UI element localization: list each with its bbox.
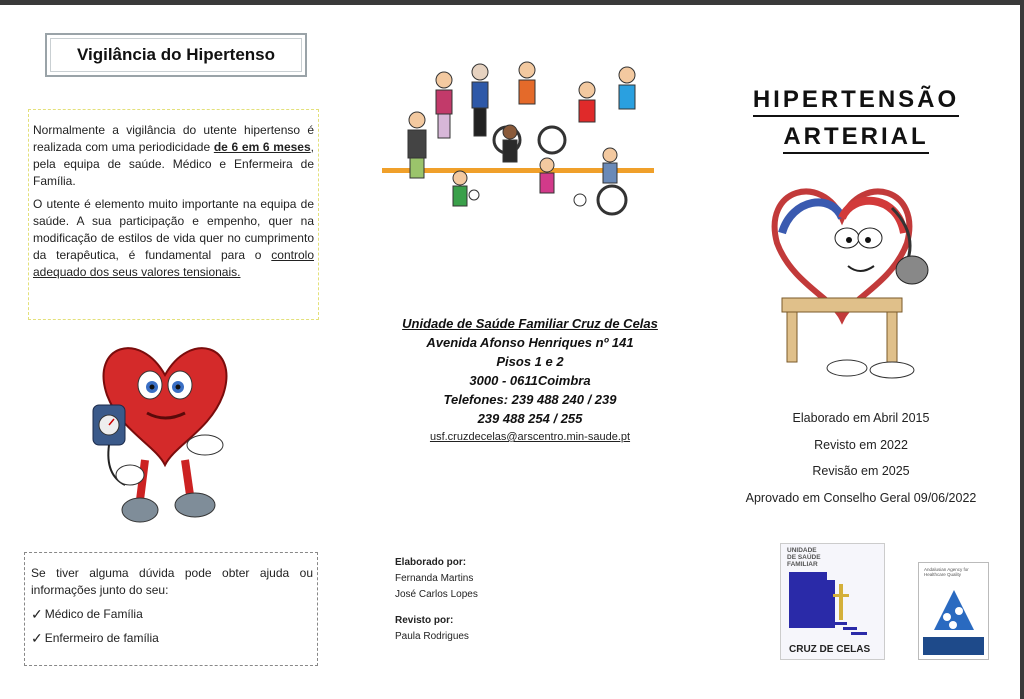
help-box [24, 552, 318, 666]
title-line-1: HIPERTENSÃO [753, 86, 959, 117]
date-next-revision: Revisão em 2025 [812, 464, 910, 478]
acsa-logo-footer [923, 637, 984, 655]
monitoring-period: de 6 em 6 meses [213, 140, 311, 154]
help-intro: Se tiver alguma dúvida pode obter ajuda ou informações junto do seu: [31, 566, 313, 597]
heart-with-stethoscope-illustration [752, 178, 940, 382]
usf-logo-name: CRUZ DE CELAS [789, 644, 871, 655]
contact-block [380, 314, 680, 447]
date-approved: Aprovado em Conselho Geral 09/06/2022 [745, 490, 977, 505]
monitoring-paragraph [33, 122, 314, 190]
patient-role-paragraph [33, 196, 314, 281]
unit-address: Avenida Afonso Henriques nº 141 [426, 335, 634, 350]
unit-floors: Pisos 1 e 2 [496, 354, 564, 369]
help-item-label: Enfermeiro de família [44, 631, 159, 645]
patient-role-underlined: controlo adequado dos seus valores tensionais. [33, 248, 314, 279]
help-item-nurse [31, 630, 313, 647]
unit-phones-line1: Telefones: 239 488 240 / 239 [443, 392, 617, 407]
usf-logo-mark [787, 570, 877, 640]
acsa-accreditation-logo [918, 562, 989, 660]
checkmark-icon: ✓ [31, 630, 43, 646]
date-revised: Revisto em 2022 [814, 437, 908, 452]
reviewer-name: Paula Rodrigues [395, 631, 469, 642]
help-item-doctor [31, 606, 313, 623]
usf-cruz-de-celas-logo [780, 543, 885, 660]
author-name: Fernanda Martins [395, 573, 474, 584]
help-item-label: Médico de Família [44, 607, 143, 621]
heart-with-blood-pressure-cuff-illustration [85, 335, 245, 535]
author-name: José Carlos Lopes [395, 589, 478, 600]
acsa-logo-mark [929, 585, 979, 635]
unit-email-link[interactable]: usf.cruzdecelas@arscentro.min-saude.pt [429, 431, 631, 443]
credits-block [395, 555, 478, 645]
acsa-logo-text: Andalusian Agency for Healthcare Quality [924, 567, 969, 577]
reviewed-label: Revisto por: [395, 615, 454, 626]
monitoring-info-box [28, 109, 319, 320]
section-title: Vigilância do Hipertenso [76, 45, 276, 64]
unit-name: Unidade de Saúde Familiar Cruz de Celas [402, 316, 658, 331]
section-title-box [45, 33, 307, 77]
active-people-exercising-illustration [382, 60, 654, 225]
revision-dates [726, 405, 996, 511]
unit-phones-line2: 239 488 254 / 255 [477, 411, 583, 426]
patient-role-text: O utente é elemento muito importante na equipa de saúde. A sua participação e empenho, quer na modificação de estilos de vida quer no cumprimento da terapêutica, é fundamental para o [33, 197, 314, 262]
monitoring-text-end: , pela equipa de saúde. Médico e Enfermeira de Família. [33, 140, 314, 188]
date-elaborated: Elaborado em Abril 2015 [792, 411, 930, 425]
right-border [1020, 0, 1024, 699]
monitoring-text: Normalmente a vigilância do utente hipertenso é realizada com uma periodicidade [33, 123, 314, 154]
checkmark-icon: ✓ [31, 606, 43, 622]
usf-logo-header: UNIDADE DE SAÚDE FAMILIAR [787, 547, 821, 568]
unit-postal: 3000 - 0611Coimbra [469, 373, 591, 388]
title-line-2: ARTERIAL [783, 123, 928, 154]
brochure-title [726, 86, 986, 154]
top-border [0, 0, 1024, 5]
authored-label: Elaborado por: [395, 557, 467, 568]
